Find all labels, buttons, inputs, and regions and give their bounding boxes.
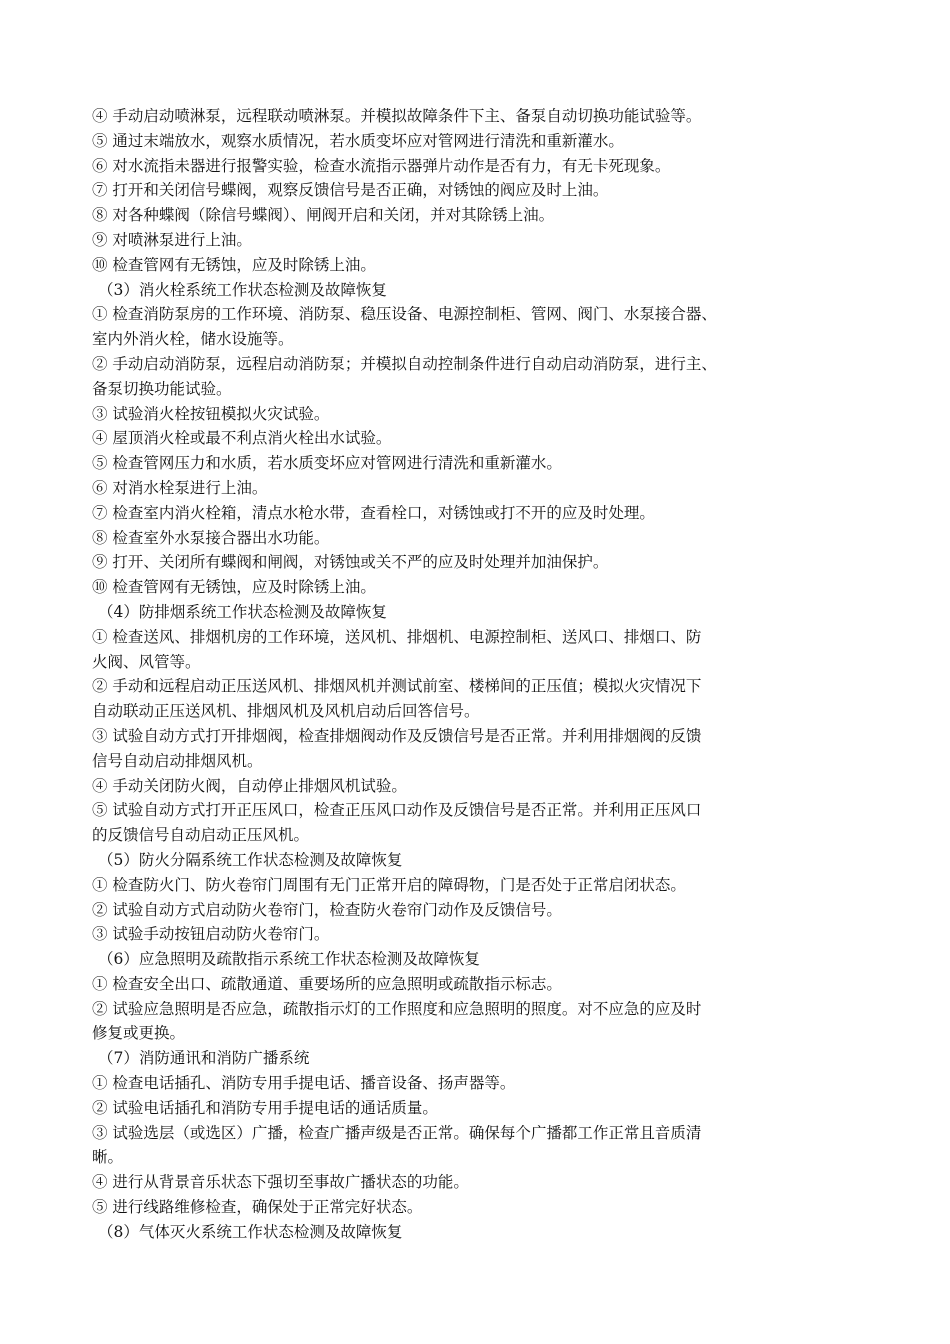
list-item: ④ 进行从背景音乐状态下强切至事故广播状态的功能。 xyxy=(92,1173,469,1192)
list-item: ① 检查消防泵房的工作环境、消防泵、稳压设备、电源控制柜、管网、阀门、水泵接合器、 xyxy=(92,305,717,324)
text-line-continued: 晰。 xyxy=(92,1148,124,1167)
list-item: ⑨ 打开、关闭所有蝶阀和闸阀，对锈蚀或关不严的应及时处理并加油保护。 xyxy=(92,553,609,572)
section-heading: （8）气体灭火系统工作状态检测及故障恢复 xyxy=(98,1222,403,1241)
section-heading: （3）消火栓系统工作状态检测及故障恢复 xyxy=(98,280,387,299)
text-line-continued: 室内外消火栓，储水设施等。 xyxy=(92,330,294,349)
list-item: ⑤ 通过末端放水，观察水质情况，若水质变坏应对管网进行清洗和重新灌水。 xyxy=(92,131,624,150)
list-item: ⑥ 对消水栓泵进行上油。 xyxy=(92,478,268,497)
list-item: ③ 试验选层（或选区）广播，检查广播声级是否正常。确保每个广播都工作正常且音质清 xyxy=(92,1123,702,1142)
list-item: ⑧ 对各种蝶阀（除信号蝶阀）、闸阀开启和关闭，并对其除锈上油。 xyxy=(92,206,555,225)
list-item: ④ 手动关闭防火阀，自动停止排烟风机试验。 xyxy=(92,776,407,795)
list-item: ⑦ 打开和关闭信号蝶阀，观察反馈信号是否正确，对锈蚀的阀应及时上油。 xyxy=(92,181,609,200)
text-line-continued: 信号自动启动排烟风机。 xyxy=(92,751,263,770)
list-item: ① 检查电话插孔、消防专用手提电话、播音设备、扬声器等。 xyxy=(92,1074,516,1093)
section-heading: （6）应急照明及疏散指示系统工作状态检测及故障恢复 xyxy=(98,950,480,969)
text-line-continued: 自动联动正压送风机、排烟风机及风机启动后回答信号。 xyxy=(92,702,480,721)
list-item: ② 手动和远程启动正压送风机、排烟风机并测试前室、楼梯间的正压值；模拟火灾情况下 xyxy=(92,677,702,696)
list-item: ② 试验应急照明是否应急，疏散指示灯的工作照度和应急照明的照度。对不应急的应及时 xyxy=(92,999,702,1018)
document-page xyxy=(92,104,864,1245)
list-item: ⑤ 试验自动方式打开正压风口，检查正压风口动作及反馈信号是否正常。并利用正压风口 xyxy=(92,801,702,820)
section-heading: （4）防排烟系统工作状态检测及故障恢复 xyxy=(98,602,387,621)
list-item: ⑦ 检查室内消火栓箱，清点水枪水带，查看栓口，对锈蚀或打不开的应及时处理。 xyxy=(92,503,655,522)
list-item: ② 试验自动方式启动防火卷帘门，检查防火卷帘门动作及反馈信号。 xyxy=(92,900,562,919)
section-heading: （7）消防通讯和消防广播系统 xyxy=(98,1049,310,1068)
list-item: ① 检查送风、排烟机房的工作环境，送风机、排烟机、电源控制柜、送风口、排烟口、防 xyxy=(92,627,702,646)
list-item: ① 检查安全出口、疏散通道、重要场所的应急照明或疏散指示标志。 xyxy=(92,974,562,993)
list-item: ② 手动启动消防泵，远程启动消防泵；并模拟自动控制条件进行自动启动消防泵，进行主、 xyxy=(92,354,717,373)
list-item: ⑩ 检查管网有无锈蚀，应及时除锈上油。 xyxy=(92,578,376,597)
list-item: ⑩ 检查管网有无锈蚀，应及时除锈上油。 xyxy=(92,255,376,274)
list-item: ⑤ 进行线路维修检查，确保处于正常完好状态。 xyxy=(92,1198,423,1217)
list-item: ⑧ 检查室外水泵接合器出水功能。 xyxy=(92,528,330,547)
list-item: ③ 试验自动方式打开排烟阀，检查排烟阀动作及反馈信号是否正常。并利用排烟阀的反馈 xyxy=(92,726,702,745)
section-heading: （5）防火分隔系统工作状态检测及故障恢复 xyxy=(98,850,403,869)
list-item: ② 试验电话插孔和消防专用手提电话的通话质量。 xyxy=(92,1098,438,1117)
list-item: ④ 屋顶消火栓或最不利点消火栓出水试验。 xyxy=(92,429,392,448)
list-item: ④ 手动启动喷淋泵，远程联动喷淋泵。并模拟故障条件下主、备泵自动切换功能试验等。 xyxy=(92,107,702,125)
text-line-continued: 修复或更换。 xyxy=(92,1024,186,1043)
list-item: ③ 试验手动按钮启动防火卷帘门。 xyxy=(92,925,330,944)
text-line-continued: 火阀、风管等。 xyxy=(92,652,201,671)
list-item: ⑤ 检查管网压力和水质，若水质变坏应对管网进行清洗和重新灌水。 xyxy=(92,454,562,473)
list-item: ③ 试验消火栓按钮模拟火灾试验。 xyxy=(92,404,330,423)
list-item: ① 检查防火门、防火卷帘门周围有无门正常开启的障碍物，门是否处于正常启闭状态。 xyxy=(92,875,686,894)
text-line-continued: 的反馈信号自动启动正压风机。 xyxy=(92,826,310,845)
list-item: ⑥ 对水流指未器进行报警实验，检查水流指示器弹片动作是否有力，有无卡死现象。 xyxy=(92,156,671,175)
list-item: ⑨ 对喷淋泵进行上油。 xyxy=(92,230,252,249)
text-line-continued: 备泵切换功能试验。 xyxy=(92,379,232,398)
